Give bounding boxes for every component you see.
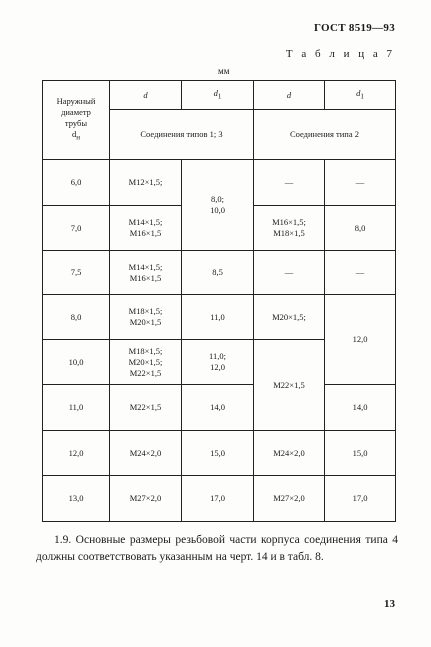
- cell-d1-a: 11,0; 12,0: [182, 340, 254, 385]
- cell-d-a: М24×2,0: [110, 431, 182, 476]
- page-number: 13: [384, 598, 395, 610]
- cell-d1-b: 15,0: [325, 431, 396, 476]
- cell-dn: 11,0: [43, 385, 110, 431]
- cell-d1-a: 17,0: [182, 476, 254, 522]
- cell-dn: 13,0: [43, 476, 110, 522]
- spec-table: [42, 80, 396, 522]
- cell-dn: 6,0: [43, 160, 110, 206]
- cell-d-b: —: [254, 160, 325, 206]
- paragraph-1-9: 1.9. Основные размеры резьбовой части корпуса соединения типа 4 должны соответствовать указанным на черт. 14 и в табл. 8.: [36, 533, 398, 563]
- cell-d-b: М27×2,0: [254, 476, 325, 522]
- cell-d1-b-merged: 12,0: [325, 295, 396, 385]
- cell-d1-b: 14,0: [325, 385, 396, 431]
- cell-d-a: М18×1,5; М20×1,5; М22×1,5: [110, 340, 182, 385]
- cell-d-a: М12×1,5;: [110, 160, 182, 206]
- cell-d1-a: 8,5: [182, 251, 254, 295]
- cell-d1-b: 17,0: [325, 476, 396, 522]
- cell-dn: 10,0: [43, 340, 110, 385]
- header-outer-diameter: Наружный диаметр трубы $d_н$: [43, 81, 110, 160]
- table-row: [43, 431, 396, 476]
- cell-d1-b: 8,0: [325, 206, 396, 251]
- cell-dn: 12,0: [43, 431, 110, 476]
- cell-d1-b: —: [325, 160, 396, 206]
- cell-d1-a: 14,0: [182, 385, 254, 431]
- cell-d1-a: 11,0: [182, 295, 254, 340]
- cell-dn: 8,0: [43, 295, 110, 340]
- cell-d-b: М16×1,5; М18×1,5: [254, 206, 325, 251]
- cell-d-b: М24×2,0: [254, 431, 325, 476]
- cell-dn: 7,5: [43, 251, 110, 295]
- group-header-type-2: Соединения типа 2: [254, 110, 396, 160]
- cell-d-a: М14×1,5; М16×1,5: [110, 206, 182, 251]
- cell-d-b: —: [254, 251, 325, 295]
- cell-d1-a-merged: 8,0; 10,0: [182, 160, 254, 251]
- cell-d1-a: 15,0: [182, 431, 254, 476]
- cell-dn: 7,0: [43, 206, 110, 251]
- table-row: [43, 476, 396, 522]
- table-row: [43, 160, 396, 206]
- cell-d-a: М27×2,0: [110, 476, 182, 522]
- table-row: [43, 385, 396, 431]
- header-d1-a: $d_1$: [182, 81, 254, 110]
- table-row: [43, 295, 396, 340]
- table-title: Т а б л и ц а 7: [285, 48, 395, 60]
- cell-d-b: М20×1,5;: [254, 295, 325, 340]
- document-id: ГОСТ 8519—93: [313, 22, 395, 34]
- table-row: [43, 251, 396, 295]
- unit-label: мм: [218, 66, 230, 76]
- header-d1-b: $d_1$: [325, 81, 396, 110]
- cell-d-a: М18×1,5; М20×1,5: [110, 295, 182, 340]
- cell-d1-b: —: [325, 251, 396, 295]
- cell-d-b-merged: М22×1,5: [254, 340, 325, 431]
- cell-d-a: М14×1,5; М16×1,5: [110, 251, 182, 295]
- header-d-a: d: [110, 81, 182, 110]
- group-header-types-1-3: Соединения типов 1; 3: [110, 110, 254, 160]
- cell-d-a: М22×1,5: [110, 385, 182, 431]
- header-d-b: d: [254, 81, 325, 110]
